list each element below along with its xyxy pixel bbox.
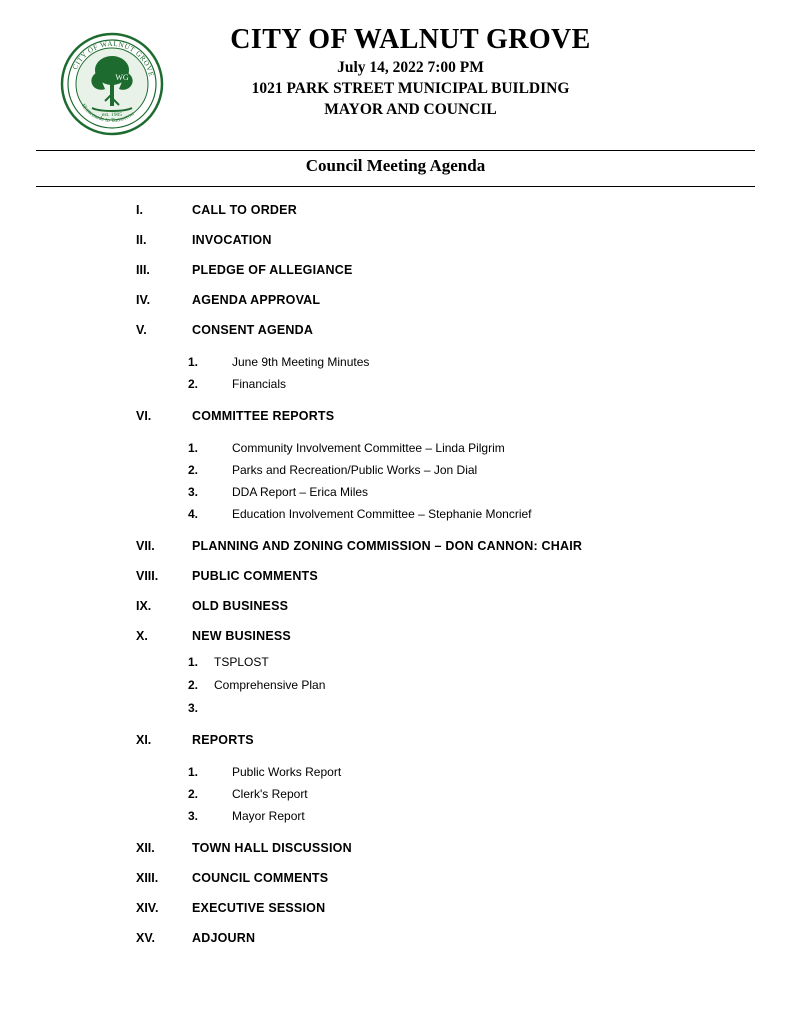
subitem-label: Public Works Report: [232, 765, 342, 779]
new-business-subitems: [36, 655, 755, 715]
committee-reports-subitems: [36, 441, 755, 521]
list-item: [36, 441, 755, 455]
subitem-number: 2.: [188, 377, 199, 391]
agenda-item-invocation: [36, 233, 755, 247]
agenda-item-number: VII.: [136, 539, 155, 553]
list-item: [36, 655, 755, 669]
subitem-label: Financials: [232, 377, 287, 391]
agenda-item-council-comments: [36, 871, 755, 885]
agenda-item-adjourn: [36, 931, 755, 945]
city-seal-icon: [60, 32, 164, 136]
svg-text:Homemade to Tomorrow: Homemade to Tomorrow: [79, 102, 136, 125]
subitem-number: 3.: [188, 485, 199, 499]
agenda-item-town-hall-discussion: [36, 841, 755, 855]
subitem-number: 1.: [188, 655, 199, 669]
list-item: [36, 507, 755, 521]
agenda-item-call-to-order: [36, 203, 755, 217]
agenda-item-number: VIII.: [136, 569, 159, 583]
subitem-label: Comprehensive Plan: [214, 678, 326, 692]
subitem-number: 3.: [188, 809, 199, 823]
agenda-item-number: XV.: [136, 931, 156, 945]
agenda-item-label: REPORTS: [192, 733, 254, 747]
subitem-number: 1.: [188, 441, 199, 455]
agenda-item-label: CALL TO ORDER: [192, 203, 297, 217]
meeting-location: 1021 PARK STREET MUNICIPAL BUILDING: [251, 80, 570, 98]
subitem-number: 3.: [188, 701, 199, 715]
list-item: [36, 355, 755, 369]
agenda-item-number: XIII.: [136, 871, 159, 885]
subitem-number: 2.: [188, 678, 199, 692]
list-item: [36, 701, 755, 715]
list-item: [36, 377, 755, 391]
agenda-item-planning-and-zoning: [36, 539, 755, 553]
reports-subitems: [36, 765, 755, 823]
agenda-item-number: IX.: [136, 599, 152, 613]
agenda-item-committee-reports: [36, 409, 755, 423]
agenda-item-label: OLD BUSINESS: [192, 599, 289, 613]
agenda-item-label: NEW BUSINESS: [192, 629, 291, 643]
agenda-item-number: II.: [136, 233, 147, 247]
meeting-body: MAYOR AND COUNCIL: [324, 101, 497, 119]
agenda-item-label: COMMITTEE REPORTS: [192, 409, 335, 423]
meeting-datetime: July 14, 2022 7:00 PM: [337, 59, 484, 77]
page-title: CITY OF WALNUT GROVE: [230, 24, 591, 55]
document-header: [36, 24, 755, 144]
agenda-item-label: PLEDGE OF ALLEGIANCE: [192, 263, 353, 277]
subitem-label: TSPLOST: [214, 655, 269, 669]
agenda-item-label: CONSENT AGENDA: [192, 323, 314, 337]
svg-text:CITY OF WALNUT GROVE: CITY OF WALNUT GROVE: [71, 39, 156, 78]
consent-agenda-subitems: [36, 355, 755, 391]
agenda-item-number: X.: [136, 629, 148, 643]
agenda-item-number: III.: [136, 263, 150, 277]
subitem-label: Education Involvement Committee – Stephanie Moncrief: [232, 507, 532, 521]
list-item: [36, 463, 755, 477]
agenda-item-label: ADJOURN: [192, 931, 256, 945]
agenda-item-number: IV.: [136, 293, 151, 307]
subitem-number: 4.: [188, 507, 199, 521]
agenda-item-number: XII.: [136, 841, 155, 855]
subitem-number: 2.: [188, 787, 199, 801]
agenda-heading: Council Meeting Agenda: [305, 156, 486, 175]
subitem-label: Community Involvement Committee – Linda Pilgrim: [232, 441, 505, 455]
svg-text:est. 1905: est. 1905: [101, 112, 123, 118]
agenda-item-label: PLANNING AND ZONING COMMISSION – DON CANNON: CHAIR: [192, 539, 583, 553]
subitem-label: Clerk's Report: [232, 787, 308, 801]
agenda-item-executive-session: [36, 901, 755, 915]
agenda-item-agenda-approval: [36, 293, 755, 307]
subitem-label: DDA Report – Erica Miles: [232, 485, 369, 499]
subitem-label: Parks and Recreation/Public Works – Jon Dial: [232, 463, 478, 477]
agenda-item-public-comments: [36, 569, 755, 583]
agenda-item-number: XI.: [136, 733, 152, 747]
agenda-item-label: COUNCIL COMMENTS: [192, 871, 329, 885]
subitem-number: 1.: [188, 765, 199, 779]
svg-text:WG: WG: [115, 73, 129, 82]
list-item: [36, 809, 755, 823]
agenda-item-number: XIV.: [136, 901, 159, 915]
agenda-item-number: V.: [136, 323, 147, 337]
agenda-item-label: PUBLIC COMMENTS: [192, 569, 318, 583]
subitem-label: Mayor Report: [232, 809, 305, 823]
agenda-item-reports: [36, 733, 755, 747]
agenda-item-label: INVOCATION: [192, 233, 272, 247]
list-item: [36, 787, 755, 801]
list-item: [36, 678, 755, 692]
list-item: [36, 485, 755, 499]
subitem-label: June 9th Meeting Minutes: [232, 355, 370, 369]
agenda-item-label: TOWN HALL DISCUSSION: [192, 841, 352, 855]
agenda-item-consent-agenda: [36, 323, 755, 337]
agenda-item-new-business: [36, 629, 755, 643]
subitem-number: 1.: [188, 355, 199, 369]
agenda-item-label: AGENDA APPROVAL: [192, 293, 321, 307]
agenda-item-pledge-of-allegiance: [36, 263, 755, 277]
subitem-number: 2.: [188, 463, 199, 477]
agenda-item-number: VI.: [136, 409, 152, 423]
list-item: [36, 765, 755, 779]
agenda-item-number: I.: [136, 203, 143, 217]
agenda-list: [36, 187, 755, 945]
agenda-item-old-business: [36, 599, 755, 613]
agenda-item-label: EXECUTIVE SESSION: [192, 901, 326, 915]
